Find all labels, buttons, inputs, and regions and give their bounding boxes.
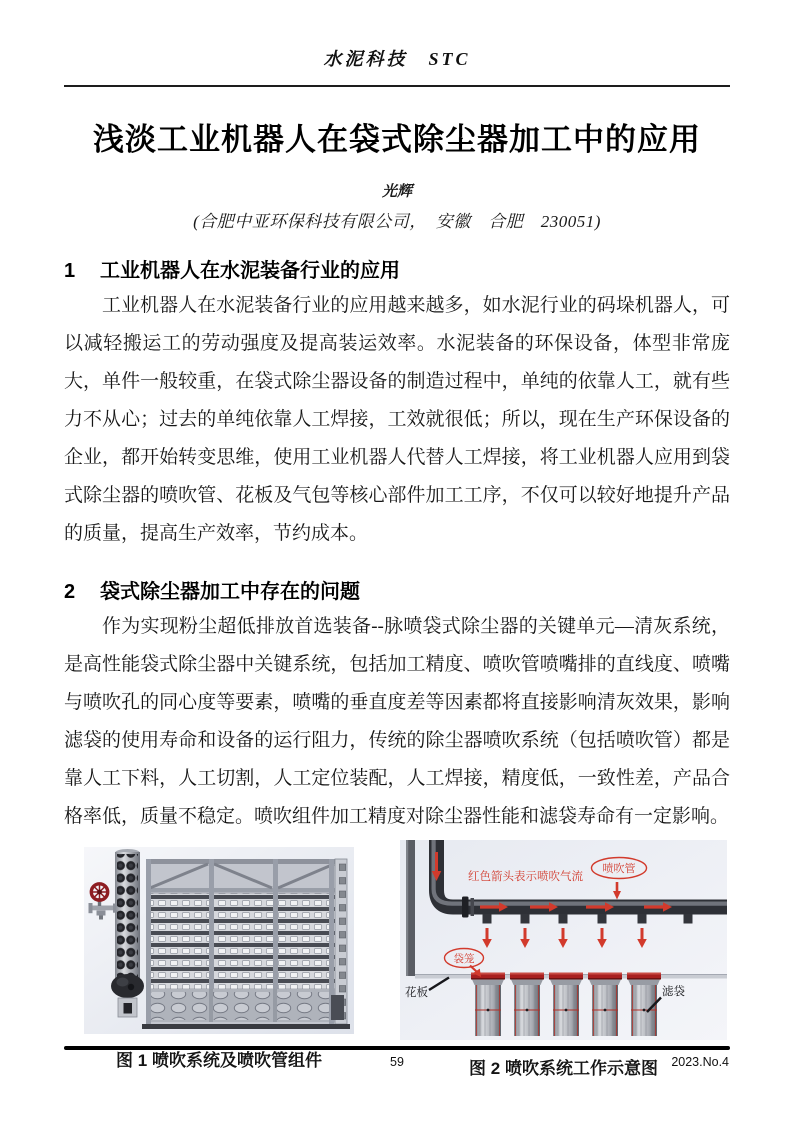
figure-2 — [400, 840, 727, 1079]
figures-row — [64, 840, 730, 1078]
valve-handwheel-icon — [91, 884, 107, 900]
label-tube-sheet: 花板 — [405, 987, 428, 999]
section-1-title: 工业机器人在水泥装备行业的应用 — [100, 260, 400, 282]
label-airflow-note: 红色箭头表示喷吹气流 — [468, 871, 583, 883]
section-2-title: 袋式除尘器加工中存在的问题 — [100, 581, 360, 603]
article-title: 浅淡工业机器人在袋式除尘器加工中的应用 — [93, 122, 701, 157]
author-affiliation: (合肥中亚环保科技有限公司， 安徽 合肥 230051) — [193, 212, 601, 231]
section-1-heading — [64, 254, 730, 283]
header-divider — [64, 85, 730, 87]
section-1-number: 1 — [64, 260, 76, 282]
label-filter-bag: 滤袋 — [662, 986, 685, 998]
figure-2-caption: 图 2 喷吹系统工作示意图 — [469, 1059, 658, 1078]
figure-2-image — [400, 840, 727, 1040]
filter-bags — [471, 973, 661, 1037]
author-name: 光辉 — [381, 184, 412, 200]
air-tank — [111, 849, 144, 1017]
page-number: 59 — [390, 1055, 404, 1069]
plenum-wall — [406, 840, 415, 976]
journal-title: 水泥科技 STC — [323, 49, 471, 69]
section-1-body: 工业机器人在水泥装备行业的应用越来越多，如水泥行业的码垛机器人，可以减轻搬运工的劳动强度及提高装运效率。水泥装备的环保设备，体型非常庞大，单件一般较重，在袋式除尘器设备的制造过程中，单纯的依靠人工，就有些力不从心；过去的单纯依靠人工焊接，工效就很低；所以，现在生产环保设备的企业，都开始转变思维，使用工业机器人代替人工焊接，将工业机器人应用到袋式除尘器的喷吹管、花板及气包等核心部件加工工序，不仅可以较好地提升产品的质量，提高生产效率，节约成本。 — [64, 295, 730, 544]
section-2-heading — [64, 575, 730, 604]
issue-number: 2023.No.4 — [671, 1055, 729, 1069]
label-blow-pipe: 喷吹管 — [602, 863, 636, 875]
label-bag-cage: 袋笼 — [453, 953, 475, 965]
page-footer — [64, 1046, 730, 1069]
figure-1-caption: 图 1 喷吹系统及喷吹管组件 — [116, 1051, 322, 1070]
figure-1 — [84, 847, 354, 1071]
section-2-body: 作为实现粉尘超低排放首选装备--脉喷袋式除尘器的关键单元—清灰系统，是高性能袋式除尘器中关键系统，包括加工精度、喷吹管喷嘴排的直线度、喷嘴与喷吹孔的同心度等要素，喷嘴的垂直度差等因素都将直接影响清灰效果，影响滤袋的使用寿命和设备的运行阻力，传统的除尘器喷吹系统（包括喷吹管）都是靠人工下料，人工切割，人工定位装配，人工焊接，精度低，一致性差，产品合格率低，质量不稳定。喷吹组件加工精度对除尘器性能和滤袋寿命有一定影响。 — [64, 616, 730, 827]
blowpipe-rack — [142, 859, 350, 1029]
section-2-number: 2 — [64, 581, 76, 603]
figure-1-image — [84, 847, 354, 1034]
